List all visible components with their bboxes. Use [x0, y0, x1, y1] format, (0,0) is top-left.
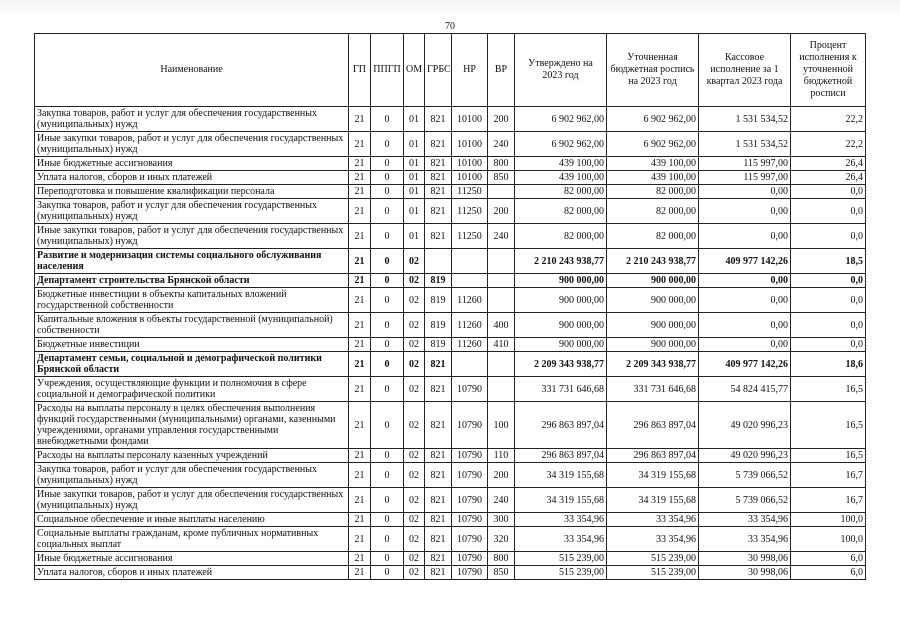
row-grbs-cell: 821	[425, 224, 452, 249]
row-refined-cell: 82 000,00	[607, 224, 699, 249]
header-np: НР	[452, 34, 488, 107]
table-row	[35, 377, 866, 402]
row-percent-cell: 6,0	[791, 552, 866, 566]
row-gp-cell: 21	[349, 249, 371, 274]
row-name-cell: Иные закупки товаров, работ и услуг для обеспечения государственных (муниципальных) нужд	[35, 224, 349, 249]
row-gp-cell: 21	[349, 566, 371, 580]
row-np-cell: 10790	[452, 402, 488, 449]
row-refined-cell: 82 000,00	[607, 199, 699, 224]
row-om-cell: 02	[404, 288, 425, 313]
row-np-cell: 11260	[452, 288, 488, 313]
row-np-cell: 10790	[452, 566, 488, 580]
table-row	[35, 274, 866, 288]
row-ppgp-cell: 0	[371, 132, 404, 157]
row-approved-cell: 296 863 897,04	[515, 402, 607, 449]
table-row	[35, 107, 866, 132]
row-percent-cell: 0,0	[791, 185, 866, 199]
table-row	[35, 402, 866, 449]
row-ppgp-cell: 0	[371, 171, 404, 185]
row-refined-cell: 900 000,00	[607, 338, 699, 352]
row-gp-cell: 21	[349, 463, 371, 488]
header-om: ОМ	[404, 34, 425, 107]
row-cash-cell: 33 354,96	[699, 513, 791, 527]
row-np-cell: 11260	[452, 338, 488, 352]
row-cash-cell: 409 977 142,26	[699, 352, 791, 377]
row-grbs-cell: 821	[425, 527, 452, 552]
row-refined-cell: 296 863 897,04	[607, 402, 699, 449]
row-percent-cell: 26,4	[791, 171, 866, 185]
row-percent-cell: 22,2	[791, 107, 866, 132]
row-vr-cell: 100	[488, 402, 515, 449]
row-gp-cell: 21	[349, 224, 371, 249]
row-gp-cell: 21	[349, 377, 371, 402]
row-name-cell: Закупка товаров, работ и услуг для обеспечения государственных (муниципальных) нужд	[35, 199, 349, 224]
row-percent-cell: 16,5	[791, 377, 866, 402]
row-gp-cell: 21	[349, 199, 371, 224]
row-ppgp-cell: 0	[371, 463, 404, 488]
row-np-cell	[452, 352, 488, 377]
row-vr-cell: 320	[488, 527, 515, 552]
row-gp-cell: 21	[349, 488, 371, 513]
row-percent-cell: 16,7	[791, 463, 866, 488]
row-vr-cell: 240	[488, 132, 515, 157]
row-refined-cell: 900 000,00	[607, 288, 699, 313]
row-approved-cell: 900 000,00	[515, 313, 607, 338]
row-refined-cell: 2 209 343 938,77	[607, 352, 699, 377]
row-om-cell: 02	[404, 274, 425, 288]
row-approved-cell: 296 863 897,04	[515, 449, 607, 463]
row-percent-cell: 100,0	[791, 513, 866, 527]
row-vr-cell: 800	[488, 157, 515, 171]
table-row	[35, 463, 866, 488]
row-cash-cell: 30 998,06	[699, 566, 791, 580]
row-cash-cell: 0,00	[699, 224, 791, 249]
row-name-cell: Уплата налогов, сборов и иных платежей	[35, 171, 349, 185]
row-grbs-cell: 821	[425, 185, 452, 199]
row-vr-cell: 240	[488, 224, 515, 249]
table-row	[35, 352, 866, 377]
row-name-cell: Расходы на выплаты персоналу в целях обеспечения выполнения функций государственными (муниципальными) органами, казенными учреждениями, органами управления государственными внебюджетными фондами	[35, 402, 349, 449]
header-gp: ГП	[349, 34, 371, 107]
row-om-cell: 01	[404, 185, 425, 199]
row-vr-cell: 200	[488, 463, 515, 488]
row-grbs-cell: 821	[425, 199, 452, 224]
row-vr-cell: 410	[488, 338, 515, 352]
row-percent-cell: 22,2	[791, 132, 866, 157]
row-gp-cell: 21	[349, 185, 371, 199]
row-name-cell: Уплата налогов, сборов и иных платежей	[35, 566, 349, 580]
row-grbs-cell: 821	[425, 107, 452, 132]
row-vr-cell: 850	[488, 566, 515, 580]
row-om-cell: 02	[404, 313, 425, 338]
row-ppgp-cell: 0	[371, 288, 404, 313]
row-name-cell: Бюджетные инвестиции в объекты капитальных вложений государственной собственности	[35, 288, 349, 313]
row-name-cell: Департамент семьи, социальной и демографической политики Брянской области	[35, 352, 349, 377]
row-refined-cell: 439 100,00	[607, 157, 699, 171]
table-row	[35, 249, 866, 274]
row-np-cell: 10100	[452, 171, 488, 185]
row-np-cell: 11260	[452, 313, 488, 338]
row-name-cell: Развитие и модернизация системы социального обслуживания населения	[35, 249, 349, 274]
row-om-cell: 01	[404, 224, 425, 249]
row-ppgp-cell: 0	[371, 313, 404, 338]
row-np-cell: 10790	[452, 449, 488, 463]
table-row	[35, 171, 866, 185]
row-ppgp-cell: 0	[371, 224, 404, 249]
row-approved-cell: 82 000,00	[515, 185, 607, 199]
row-om-cell: 02	[404, 566, 425, 580]
table-row	[35, 199, 866, 224]
row-vr-cell	[488, 352, 515, 377]
budget-execution-table	[34, 33, 866, 580]
table-row	[35, 185, 866, 199]
row-cash-cell: 5 739 066,52	[699, 463, 791, 488]
row-cash-cell: 5 739 066,52	[699, 488, 791, 513]
row-om-cell: 02	[404, 513, 425, 527]
row-vr-cell	[488, 288, 515, 313]
row-gp-cell: 21	[349, 288, 371, 313]
row-om-cell: 02	[404, 402, 425, 449]
row-grbs-cell: 821	[425, 171, 452, 185]
row-percent-cell: 100,0	[791, 527, 866, 552]
row-vr-cell: 400	[488, 313, 515, 338]
row-approved-cell: 82 000,00	[515, 224, 607, 249]
row-refined-cell: 2 210 243 938,77	[607, 249, 699, 274]
row-name-cell: Департамент строительства Брянской области	[35, 274, 349, 288]
row-ppgp-cell: 0	[371, 402, 404, 449]
row-refined-cell: 33 354,96	[607, 527, 699, 552]
row-approved-cell: 331 731 646,68	[515, 377, 607, 402]
row-approved-cell: 515 239,00	[515, 566, 607, 580]
page-number: 70	[445, 21, 455, 32]
row-refined-cell: 331 731 646,68	[607, 377, 699, 402]
row-cash-cell: 30 998,06	[699, 552, 791, 566]
row-gp-cell: 21	[349, 132, 371, 157]
row-grbs-cell: 821	[425, 449, 452, 463]
row-cash-cell: 1 531 534,52	[699, 107, 791, 132]
row-np-cell: 10790	[452, 527, 488, 552]
row-name-cell: Социальное обеспечение и иные выплаты населению	[35, 513, 349, 527]
row-ppgp-cell: 0	[371, 157, 404, 171]
row-approved-cell: 515 239,00	[515, 552, 607, 566]
row-percent-cell: 18,5	[791, 249, 866, 274]
header-approved: Утверждено на 2023 год	[515, 34, 607, 107]
row-gp-cell: 21	[349, 552, 371, 566]
row-ppgp-cell: 0	[371, 513, 404, 527]
row-om-cell: 02	[404, 527, 425, 552]
row-np-cell	[452, 274, 488, 288]
row-om-cell: 02	[404, 249, 425, 274]
row-refined-cell: 515 239,00	[607, 552, 699, 566]
row-ppgp-cell: 0	[371, 352, 404, 377]
row-refined-cell: 900 000,00	[607, 313, 699, 338]
header-vr: ВР	[488, 34, 515, 107]
row-gp-cell: 21	[349, 449, 371, 463]
row-grbs-cell: 821	[425, 513, 452, 527]
table-row	[35, 513, 866, 527]
row-name-cell: Расходы на выплаты персоналу казенных учреждений	[35, 449, 349, 463]
row-percent-cell: 0,0	[791, 338, 866, 352]
row-cash-cell: 0,00	[699, 199, 791, 224]
row-grbs-cell: 821	[425, 402, 452, 449]
row-om-cell: 02	[404, 377, 425, 402]
row-approved-cell: 82 000,00	[515, 199, 607, 224]
row-name-cell: Учреждения, осуществляющие функции и полномочия в сфере социальной и демографической политики	[35, 377, 349, 402]
table-row	[35, 313, 866, 338]
row-name-cell: Капитальные вложения в объекты государственной (муниципальной) собственности	[35, 313, 349, 338]
row-cash-cell: 115 997,00	[699, 157, 791, 171]
row-refined-cell: 515 239,00	[607, 566, 699, 580]
row-name-cell: Иные закупки товаров, работ и услуг для обеспечения государственных (муниципальных) нужд	[35, 488, 349, 513]
header-percent: Процент исполнения к уточненной бюджетной росписи	[791, 34, 866, 107]
row-gp-cell: 21	[349, 171, 371, 185]
row-approved-cell: 900 000,00	[515, 338, 607, 352]
row-approved-cell: 439 100,00	[515, 157, 607, 171]
table-row	[35, 527, 866, 552]
row-percent-cell: 0,0	[791, 288, 866, 313]
row-om-cell: 01	[404, 199, 425, 224]
row-name-cell: Закупка товаров, работ и услуг для обеспечения государственных (муниципальных) нужд	[35, 463, 349, 488]
row-om-cell: 01	[404, 157, 425, 171]
row-approved-cell: 2 209 343 938,77	[515, 352, 607, 377]
row-cash-cell: 115 997,00	[699, 171, 791, 185]
row-approved-cell: 6 902 962,00	[515, 132, 607, 157]
table-row	[35, 449, 866, 463]
table-row	[35, 552, 866, 566]
table-row	[35, 566, 866, 580]
row-percent-cell: 26,4	[791, 157, 866, 171]
header-name: Наименование	[35, 34, 349, 107]
row-vr-cell: 200	[488, 199, 515, 224]
row-approved-cell: 900 000,00	[515, 288, 607, 313]
row-ppgp-cell: 0	[371, 107, 404, 132]
row-refined-cell: 900 000,00	[607, 274, 699, 288]
row-percent-cell: 0,0	[791, 313, 866, 338]
row-percent-cell: 18,6	[791, 352, 866, 377]
row-gp-cell: 21	[349, 274, 371, 288]
row-om-cell: 01	[404, 107, 425, 132]
row-name-cell: Переподготовка и повышение квалификации персонала	[35, 185, 349, 199]
row-approved-cell: 34 319 155,68	[515, 463, 607, 488]
row-name-cell: Закупка товаров, работ и услуг для обеспечения государственных (муниципальных) нужд	[35, 107, 349, 132]
row-percent-cell: 0,0	[791, 224, 866, 249]
row-np-cell: 10100	[452, 107, 488, 132]
row-np-cell: 10790	[452, 488, 488, 513]
row-percent-cell: 0,0	[791, 274, 866, 288]
table-row	[35, 288, 866, 313]
row-refined-cell: 34 319 155,68	[607, 488, 699, 513]
table-row	[35, 224, 866, 249]
row-cash-cell: 0,00	[699, 313, 791, 338]
row-cash-cell: 0,00	[699, 338, 791, 352]
row-ppgp-cell: 0	[371, 566, 404, 580]
row-grbs-cell: 821	[425, 566, 452, 580]
row-approved-cell: 33 354,96	[515, 513, 607, 527]
row-grbs-cell: 821	[425, 463, 452, 488]
row-gp-cell: 21	[349, 527, 371, 552]
row-refined-cell: 82 000,00	[607, 185, 699, 199]
row-om-cell: 02	[404, 463, 425, 488]
row-vr-cell: 110	[488, 449, 515, 463]
row-om-cell: 02	[404, 488, 425, 513]
row-om-cell: 02	[404, 552, 425, 566]
table-row	[35, 157, 866, 171]
row-np-cell: 11250	[452, 185, 488, 199]
row-grbs-cell: 821	[425, 377, 452, 402]
row-cash-cell: 54 824 415,77	[699, 377, 791, 402]
row-ppgp-cell: 0	[371, 527, 404, 552]
row-vr-cell	[488, 377, 515, 402]
row-percent-cell: 16,5	[791, 449, 866, 463]
row-name-cell: Бюджетные инвестиции	[35, 338, 349, 352]
row-np-cell: 10100	[452, 132, 488, 157]
row-gp-cell: 21	[349, 402, 371, 449]
row-percent-cell: 16,7	[791, 488, 866, 513]
row-ppgp-cell: 0	[371, 199, 404, 224]
row-cash-cell: 49 020 996,23	[699, 402, 791, 449]
row-ppgp-cell: 0	[371, 552, 404, 566]
row-name-cell: Иные бюджетные ассигнования	[35, 552, 349, 566]
row-np-cell: 10790	[452, 377, 488, 402]
row-grbs-cell: 819	[425, 338, 452, 352]
row-name-cell: Иные закупки товаров, работ и услуг для обеспечения государственных (муниципальных) нужд	[35, 132, 349, 157]
row-vr-cell: 300	[488, 513, 515, 527]
row-approved-cell: 33 354,96	[515, 527, 607, 552]
row-ppgp-cell: 0	[371, 274, 404, 288]
row-approved-cell: 34 319 155,68	[515, 488, 607, 513]
row-cash-cell: 0,00	[699, 288, 791, 313]
row-grbs-cell: 821	[425, 352, 452, 377]
row-vr-cell: 200	[488, 107, 515, 132]
row-approved-cell: 900 000,00	[515, 274, 607, 288]
table-header-row	[35, 34, 866, 107]
row-cash-cell: 33 354,96	[699, 527, 791, 552]
row-gp-cell: 21	[349, 513, 371, 527]
row-np-cell: 11250	[452, 224, 488, 249]
row-refined-cell: 296 863 897,04	[607, 449, 699, 463]
header-grbs: ГРБС	[425, 34, 452, 107]
row-name-cell: Социальные выплаты гражданам, кроме публичных нормативных социальных выплат	[35, 527, 349, 552]
row-grbs-cell: 821	[425, 157, 452, 171]
row-vr-cell	[488, 185, 515, 199]
row-grbs-cell: 821	[425, 552, 452, 566]
row-cash-cell: 49 020 996,23	[699, 449, 791, 463]
row-percent-cell: 0,0	[791, 199, 866, 224]
row-approved-cell: 439 100,00	[515, 171, 607, 185]
row-gp-cell: 21	[349, 313, 371, 338]
row-ppgp-cell: 0	[371, 338, 404, 352]
row-vr-cell	[488, 274, 515, 288]
row-grbs-cell: 821	[425, 488, 452, 513]
table-body	[35, 107, 866, 580]
row-om-cell: 01	[404, 171, 425, 185]
row-ppgp-cell: 0	[371, 377, 404, 402]
row-np-cell: 11250	[452, 199, 488, 224]
row-cash-cell: 1 531 534,52	[699, 132, 791, 157]
scan-edge	[0, 0, 900, 18]
row-refined-cell: 439 100,00	[607, 171, 699, 185]
row-name-cell: Иные бюджетные ассигнования	[35, 157, 349, 171]
row-gp-cell: 21	[349, 107, 371, 132]
table-row	[35, 488, 866, 513]
table-row	[35, 132, 866, 157]
row-np-cell: 10790	[452, 552, 488, 566]
row-om-cell: 02	[404, 352, 425, 377]
header-cash: Кассовое исполнение за 1 квартал 2023 года	[699, 34, 791, 107]
row-ppgp-cell: 0	[371, 185, 404, 199]
row-cash-cell: 409 977 142,26	[699, 249, 791, 274]
row-np-cell	[452, 249, 488, 274]
row-np-cell: 10100	[452, 157, 488, 171]
row-approved-cell: 2 210 243 938,77	[515, 249, 607, 274]
row-om-cell: 01	[404, 132, 425, 157]
row-np-cell: 10790	[452, 463, 488, 488]
row-percent-cell: 6,0	[791, 566, 866, 580]
row-gp-cell: 21	[349, 157, 371, 171]
row-om-cell: 02	[404, 449, 425, 463]
row-grbs-cell: 819	[425, 288, 452, 313]
row-percent-cell: 16,5	[791, 402, 866, 449]
row-gp-cell: 21	[349, 352, 371, 377]
row-refined-cell: 33 354,96	[607, 513, 699, 527]
row-vr-cell	[488, 249, 515, 274]
header-ppgp: ППГП	[371, 34, 404, 107]
row-ppgp-cell: 0	[371, 488, 404, 513]
row-vr-cell: 240	[488, 488, 515, 513]
row-ppgp-cell: 0	[371, 249, 404, 274]
row-gp-cell: 21	[349, 338, 371, 352]
row-grbs-cell: 819	[425, 274, 452, 288]
row-refined-cell: 6 902 962,00	[607, 107, 699, 132]
row-grbs-cell: 821	[425, 132, 452, 157]
row-refined-cell: 34 319 155,68	[607, 463, 699, 488]
row-vr-cell: 850	[488, 171, 515, 185]
row-om-cell: 02	[404, 338, 425, 352]
table-row	[35, 338, 866, 352]
row-grbs-cell	[425, 249, 452, 274]
row-ppgp-cell: 0	[371, 449, 404, 463]
row-cash-cell: 0,00	[699, 185, 791, 199]
row-cash-cell: 0,00	[699, 274, 791, 288]
header-refined: Уточненная бюджетная роспись на 2023 год	[607, 34, 699, 107]
row-vr-cell: 800	[488, 552, 515, 566]
row-np-cell: 10790	[452, 513, 488, 527]
row-refined-cell: 6 902 962,00	[607, 132, 699, 157]
row-approved-cell: 6 902 962,00	[515, 107, 607, 132]
row-grbs-cell: 819	[425, 313, 452, 338]
